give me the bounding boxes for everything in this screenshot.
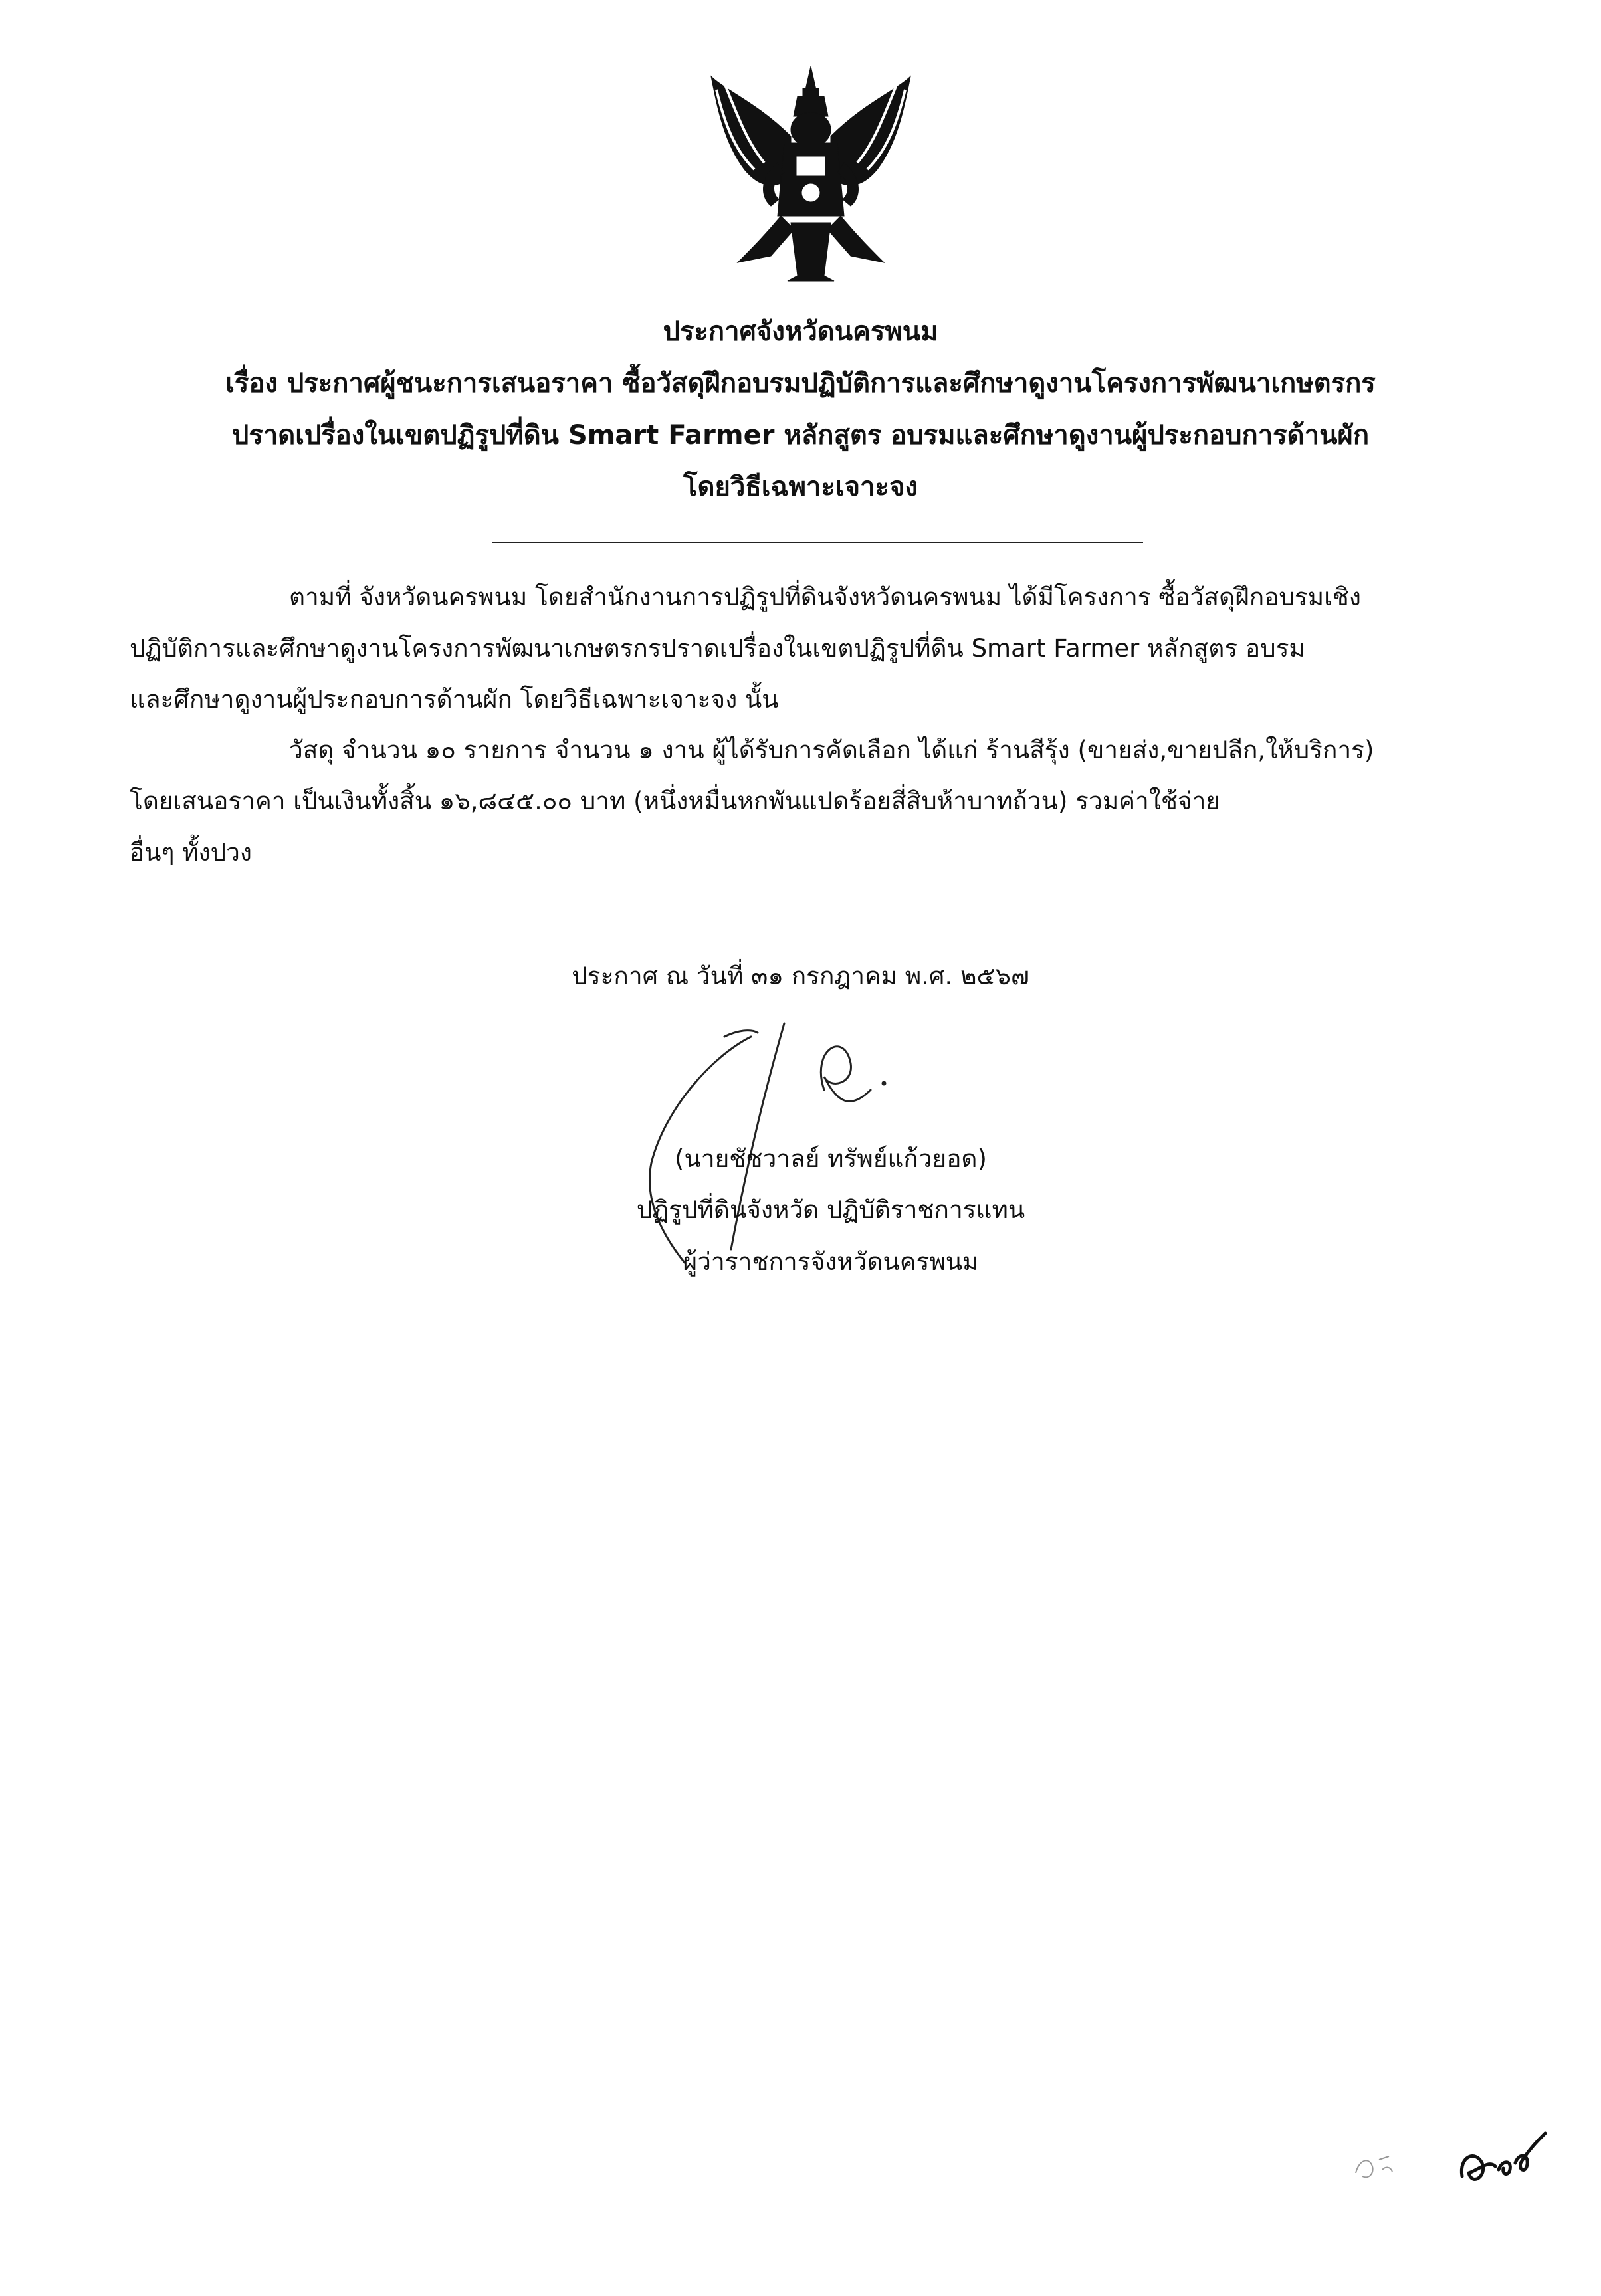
subject-line-3: โดยวิธีเฉพาะเจาะจง: [683, 472, 918, 502]
garuda-emblem-icon: [698, 63, 924, 282]
document-title: ประกาศจังหวัดนครพนม: [663, 316, 938, 347]
paragraph-line: และศึกษาดูงานผู้ประกอบการด้านผัก โดยวิธีเฉพาะเจาะจง นั้น: [130, 685, 779, 714]
handwritten-initials: [1449, 2123, 1555, 2196]
faint-stamp-mark: [1349, 2146, 1402, 2186]
paragraph-line: โดยเสนอราคา เป็นเงินทั้งสิ้น ๑๖,๘๔๕.๐๐ บาท (หนึ่งหมื่นหกพันแปดร้อยสี่สิบห้าบาทถ้วน) รวมค่าใช้จ่าย: [130, 787, 1221, 815]
paragraph-line: ปฏิบัติการและศึกษาดูงานโครงการพัฒนาเกษตรกรปราดเปรื่องในเขตปฏิรูปที่ดิน Smart Farmer หลักสูตร อบรม: [130, 634, 1305, 663]
signatory-position: ปฏิรูปที่ดินจังหวัด ปฏิบัติราชการแทน: [636, 1196, 1025, 1224]
paragraph-award: [130, 724, 1489, 878]
paragraph-line: ตามที่ จังหวัดนครพนม โดยสำนักงานการปฏิรูปที่ดินจังหวัดนครพนม ได้มีโครงการ ซื้อวัสดุฝึกอบรมเชิง: [289, 583, 1361, 611]
paragraph-line: อื่นๆ ทั้งปวง: [130, 838, 252, 867]
subject-line-1: เรื่อง ประกาศผู้ชนะการเสนอราคา ซื้อวัสดุฝึกอบรมปฏิบัติการและศึกษาดูงานโครงการพัฒนาเกษตรกร: [225, 368, 1376, 399]
paragraph-line: วัสดุ จำนวน ๑๐ รายการ จำนวน ๑ งาน ผู้ได้รับการคัดเลือก ได้แก่ ร้านสีรุ้ง (ขายส่ง,ขายปลีก,ให้บริการ): [289, 736, 1374, 764]
announcement-date: ประกาศ ณ วันที่ ๓๑ กรกฎาคม พ.ศ. ๒๕๖๗: [572, 962, 1029, 990]
paragraph-background: [130, 572, 1489, 725]
title-divider: [492, 542, 1143, 543]
subject-line-2: ปราดเปรื่องในเขตปฏิรูปที่ดิน Smart Farmer หลักสูตร อบรมและศึกษาดูงานผู้ประกอบการด้านผัก: [231, 420, 1370, 451]
signatory-authority: ผู้ว่าราชการจังหวัดนครพนม: [683, 1247, 979, 1276]
signatory-name: (นายชัชวาลย์ ทรัพย์แก้วยอด): [675, 1144, 987, 1173]
